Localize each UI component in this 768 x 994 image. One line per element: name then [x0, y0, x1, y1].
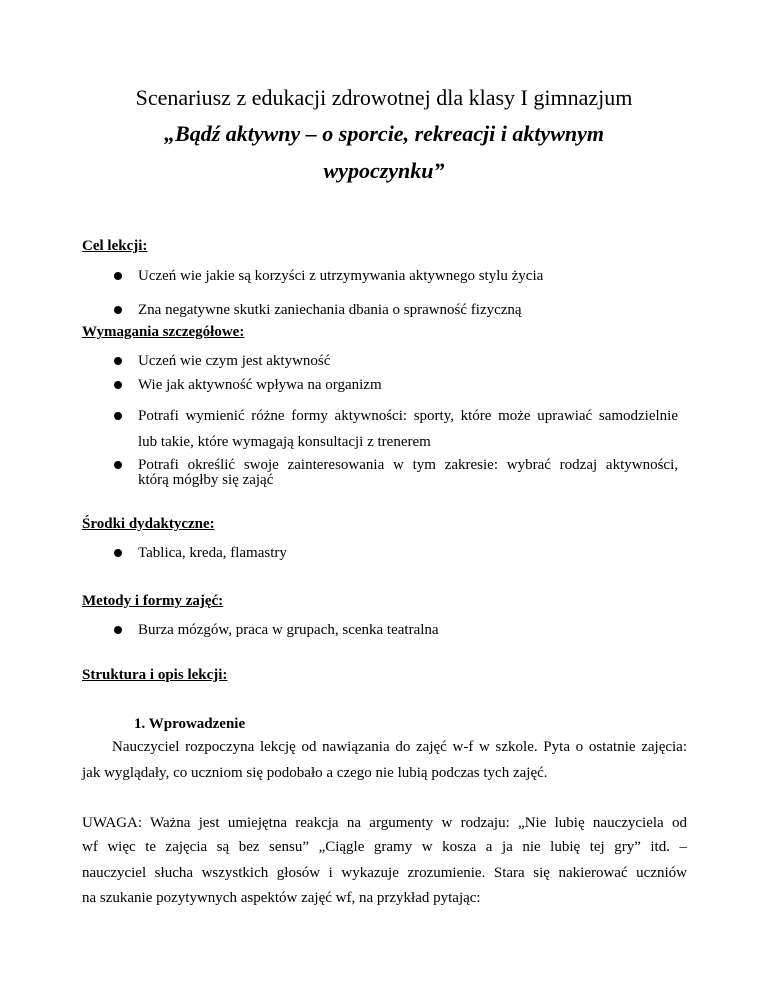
note-line: wf więc te zajęcia są bez sensu” „Ciągle gramy w kosza a ja nie lubię tej gry” itd. –: [82, 839, 687, 855]
requirement-item: Potrafi określić swoje zainteresowania w tym zakresie: wybrać rodzaj aktywności,: [138, 457, 678, 473]
bullet-icon: [114, 412, 122, 420]
resources-heading: Środki dydaktyczne:: [82, 516, 215, 532]
section-title: 1. Wprowadzenie: [134, 716, 246, 732]
bullet-icon: [114, 461, 122, 469]
requirements-heading: Wymagania szczegółowe:: [82, 324, 245, 340]
structure-heading: Struktura i opis lekcji:: [82, 667, 228, 683]
note-line: nauczyciel słucha wszystkich głosów i wykazuje zrozumienie. Stara się nakierować uczniów: [82, 865, 687, 881]
document-title: Scenariusz z edukacji zdrowotnej dla klasy I gimnazjum: [135, 85, 633, 110]
requirement-item: Wie jak aktywność wpływa na organizm: [138, 377, 382, 393]
document-subtitle-line-2: wypoczynku”: [323, 158, 445, 183]
bullet-icon: [114, 306, 122, 314]
goals-heading: Cel lekcji:: [82, 238, 148, 254]
requirement-item: Potrafi wymienić różne formy aktywności: sporty, które może uprawiać samodzielnie: [138, 408, 678, 424]
bullet-icon: [114, 549, 122, 557]
methods-heading: Metody i formy zajęć:: [82, 593, 224, 609]
resource-item: Tablica, kreda, flamastry: [138, 545, 287, 561]
bullet-icon: [114, 357, 122, 365]
intro-line: jak wyglądały, co uczniom się podobało a czego nie lubią podczas tych zajęć.: [82, 765, 548, 781]
note-line: na szukanie pozytywnych aspektów zajęć wf, na przykład pytając:: [82, 890, 481, 906]
goal-item: Zna negatywne skutki zaniechania dbania o sprawność fizyczną: [138, 302, 522, 318]
goal-item: Uczeń wie jakie są korzyści z utrzymywania aktywnego stylu życia: [138, 268, 544, 284]
bullet-icon: [114, 626, 122, 634]
bullet-icon: [114, 272, 122, 280]
requirement-item-continuation: którą mógłby się zająć: [138, 472, 274, 488]
requirement-item: Uczeń wie czym jest aktywność: [138, 353, 331, 369]
requirement-item-continuation: lub takie, które wymagają konsultacji z trenerem: [138, 434, 431, 450]
method-item: Burza mózgów, praca w grupach, scenka teatralna: [138, 622, 439, 638]
document-subtitle-line-1: „Bądź aktywny – o sporcie, rekreacji i aktywnym: [164, 121, 604, 146]
bullet-icon: [114, 381, 122, 389]
intro-line: Nauczyciel rozpoczyna lekcję od nawiązania do zajęć w-f w szkole. Pyta o ostatnie zajęcia:: [112, 739, 687, 755]
note-line: UWAGA: Ważna jest umiejętna reakcja na argumenty w rodzaju: „Nie lubię nauczyciela od: [82, 815, 687, 831]
